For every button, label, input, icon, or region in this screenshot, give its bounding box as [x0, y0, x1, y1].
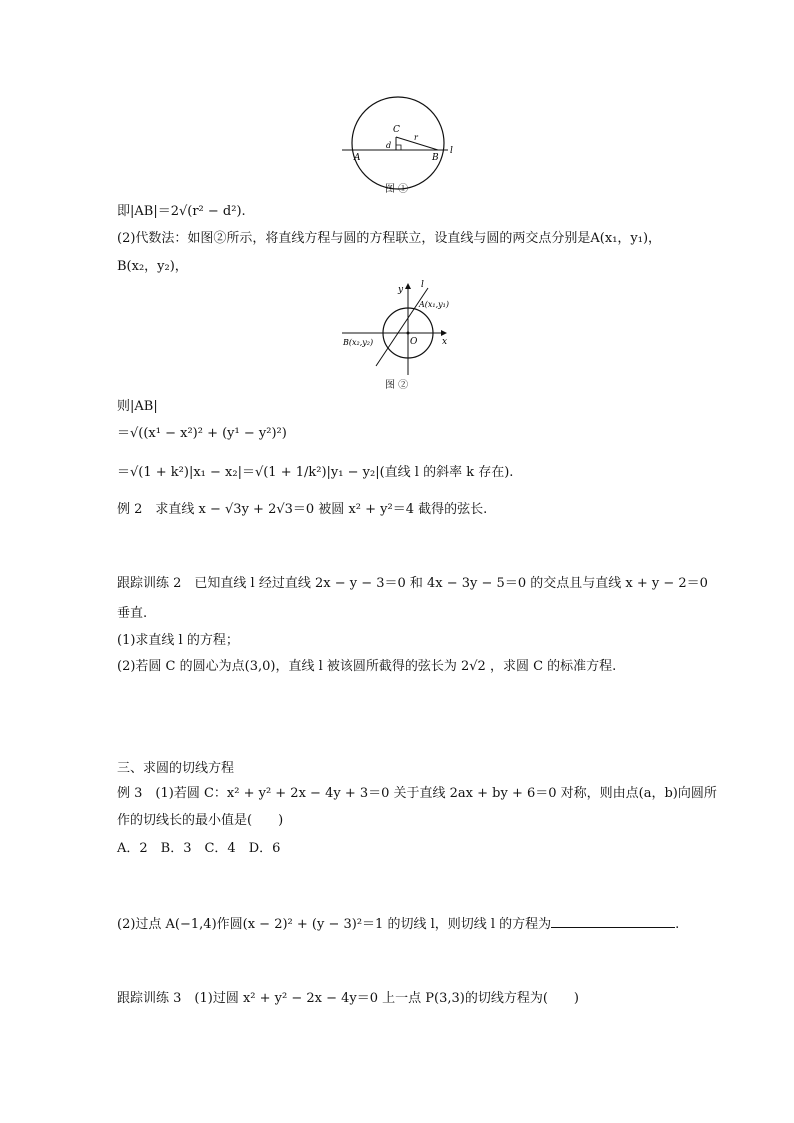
practice-2-line-2: 垂直. — [117, 606, 148, 621]
text-line-1: 即|AB|＝2√(r² − d²). — [117, 204, 246, 219]
practice-2-line-1: 跟踪训练 2 已知直线 l 经过直线 2x − y − 3＝0 和 4x − 3y − 5＝0 的交点且与直线 x + y − 2＝0 — [117, 576, 708, 591]
example-2: 例 2 求直线 x − √3y + 2√3＝0 被圆 x² + y²＝4 截得的弦长. — [117, 502, 488, 517]
label-C: C — [393, 125, 400, 135]
label-B: B(x₂,y₂) — [343, 338, 374, 347]
practice-2-q2: (2)若圆 C 的圆心为点(3,0)，直线 l 被该圆所截得的弦长为 2√2 ，求圆 C 的标准方程. — [117, 659, 617, 674]
figure-2-caption: 图 ② — [385, 380, 409, 391]
label-y: y — [398, 285, 404, 295]
label-l: l — [421, 280, 424, 290]
example-3-line-2: 作的切线长的最小值是( ) — [117, 813, 284, 828]
origin-point — [407, 332, 410, 335]
label-A: A — [354, 153, 361, 163]
right-angle-mark — [396, 145, 401, 150]
text-line-4: 则|AB| — [117, 399, 158, 414]
label-x: x — [442, 337, 448, 347]
circle — [352, 97, 444, 189]
label-B: B — [432, 153, 439, 163]
figure-1-diagram — [0, 0, 794, 200]
answer-blank[interactable] — [551, 915, 675, 928]
section-heading: 三、求圆的切线方程 — [117, 761, 235, 776]
figure-1-caption: 图 ① — [385, 184, 409, 195]
text-line-3: B(x₂，y₂)， — [117, 259, 188, 274]
example-3-line-1: 例 3 (1)若圆 C：x² + y² + 2x − 4y + 3＝0 关于直线 2ax + by + 6＝0 对称，则由点(a，b)向圆所 — [117, 786, 717, 801]
label-A: A(x₁,y₁) — [419, 300, 450, 309]
text-line-5: ＝√((x¹ − x²)² + (y¹ − y²)²) — [117, 426, 287, 441]
practice-2-q1: (1)求直线 l 的方程； — [117, 633, 239, 648]
practice-3-line-1: 跟踪训练 3 (1)过圆 x² + y² − 2x − 4y＝0 上一点 P(3,3)的切线方程为( ) — [117, 991, 579, 1006]
example-3-part-2 — [117, 915, 679, 934]
text-line-2: (2)代数法：如图②所示，将直线方程与圆的方程联立，设直线与圆的两交点分别是A(x₁，y₁)， — [117, 231, 662, 246]
label-l: l — [450, 146, 453, 156]
label-O: O — [410, 337, 418, 347]
label-d: d — [386, 141, 392, 150]
figure-2-diagram — [0, 270, 794, 380]
example-3-options: A．2 B．3 C．4 D．6 — [117, 841, 281, 856]
example-3-part-2-text: (2)过点 A(−1,4)作圆(x − 2)² + (y − 3)²＝1 的切线 l，则切线 l 的方程为 — [117, 917, 552, 932]
text-line-6: ＝√(1 + k²)|x₁ − x₂|＝√(1 + 1/k²)|y₁ − y₂|(直线 l 的斜率 k 存在). — [117, 465, 514, 480]
example-3-part-2-end: . — [675, 917, 680, 932]
label-r: r — [414, 133, 418, 142]
